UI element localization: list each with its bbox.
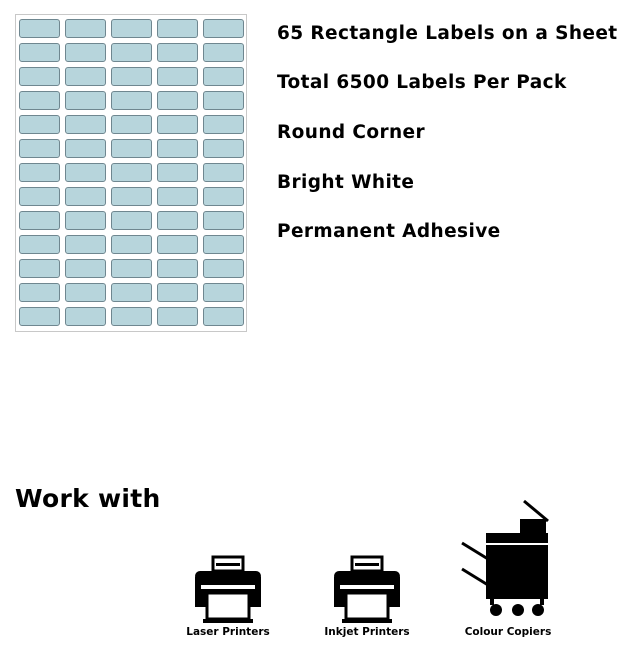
label-cell — [19, 163, 60, 182]
label-cell — [65, 19, 106, 38]
label-cell — [203, 91, 244, 110]
label-sheet-preview — [15, 14, 247, 332]
label-cell — [203, 67, 244, 86]
label-cell — [19, 187, 60, 206]
label-cell — [65, 187, 106, 206]
label-cell — [65, 283, 106, 302]
label-cell — [111, 235, 152, 254]
label-cell — [203, 283, 244, 302]
label-cell — [65, 235, 106, 254]
label-cell — [19, 259, 60, 278]
label-cell — [65, 115, 106, 134]
label-cell — [19, 115, 60, 134]
device-inkjet-printers — [317, 555, 417, 639]
label-cell — [111, 67, 152, 86]
inkjet-printer-icon — [330, 555, 404, 625]
label-cell — [157, 283, 198, 302]
label-cell — [203, 307, 244, 326]
label-cell — [19, 307, 60, 326]
label-cell — [111, 283, 152, 302]
label-cell — [65, 211, 106, 230]
device-colour-copiers — [448, 497, 568, 639]
label-cell — [203, 43, 244, 62]
label-cell — [65, 43, 106, 62]
label-cell — [111, 163, 152, 182]
label-cell — [111, 307, 152, 326]
label-cell — [19, 19, 60, 38]
label-cell — [19, 91, 60, 110]
device-label-inkjet: Inkjet Printers — [324, 626, 410, 638]
label-cell — [111, 211, 152, 230]
label-cell — [65, 67, 106, 86]
label-cell — [19, 283, 60, 302]
label-cell — [157, 259, 198, 278]
label-cell — [203, 139, 244, 158]
label-cell — [157, 139, 198, 158]
label-cell — [203, 259, 244, 278]
label-cell — [111, 43, 152, 62]
label-cell — [65, 139, 106, 158]
label-cell — [203, 19, 244, 38]
label-cell — [111, 259, 152, 278]
label-cell — [19, 211, 60, 230]
device-laser-printers — [178, 555, 278, 639]
label-cell — [157, 307, 198, 326]
work-with-title: Work with — [15, 484, 161, 513]
device-label-copier: Colour Copiers — [464, 626, 552, 638]
feature-pack-total: Total 6500 Labels Per Pack — [277, 72, 567, 93]
label-cell — [65, 307, 106, 326]
label-cell — [157, 67, 198, 86]
label-cell — [19, 67, 60, 86]
label-cell — [19, 43, 60, 62]
label-cell — [203, 211, 244, 230]
label-cell — [65, 163, 106, 182]
label-cell — [65, 259, 106, 278]
label-cell — [111, 19, 152, 38]
label-cell — [157, 19, 198, 38]
label-cell — [65, 91, 106, 110]
label-cell — [157, 43, 198, 62]
label-cell — [111, 139, 152, 158]
label-cell — [111, 91, 152, 110]
label-cell — [157, 235, 198, 254]
label-cell — [203, 235, 244, 254]
label-cell — [19, 139, 60, 158]
label-cell — [111, 115, 152, 134]
feature-label-count: 65 Rectangle Labels on a Sheet — [277, 23, 618, 44]
label-cell — [157, 163, 198, 182]
label-cell — [203, 187, 244, 206]
label-cell — [203, 163, 244, 182]
colour-copier-icon — [458, 497, 558, 625]
label-cell — [157, 187, 198, 206]
label-cell — [203, 115, 244, 134]
label-cell — [111, 187, 152, 206]
feature-adhesive: Permanent Adhesive — [277, 221, 501, 242]
feature-colour: Bright White — [277, 172, 415, 193]
device-label-laser: Laser Printers — [186, 626, 270, 638]
laser-printer-icon — [191, 555, 265, 625]
label-cell — [19, 235, 60, 254]
feature-corner-type: Round Corner — [277, 122, 426, 143]
label-cell — [157, 115, 198, 134]
label-cell — [157, 211, 198, 230]
label-cell — [157, 91, 198, 110]
